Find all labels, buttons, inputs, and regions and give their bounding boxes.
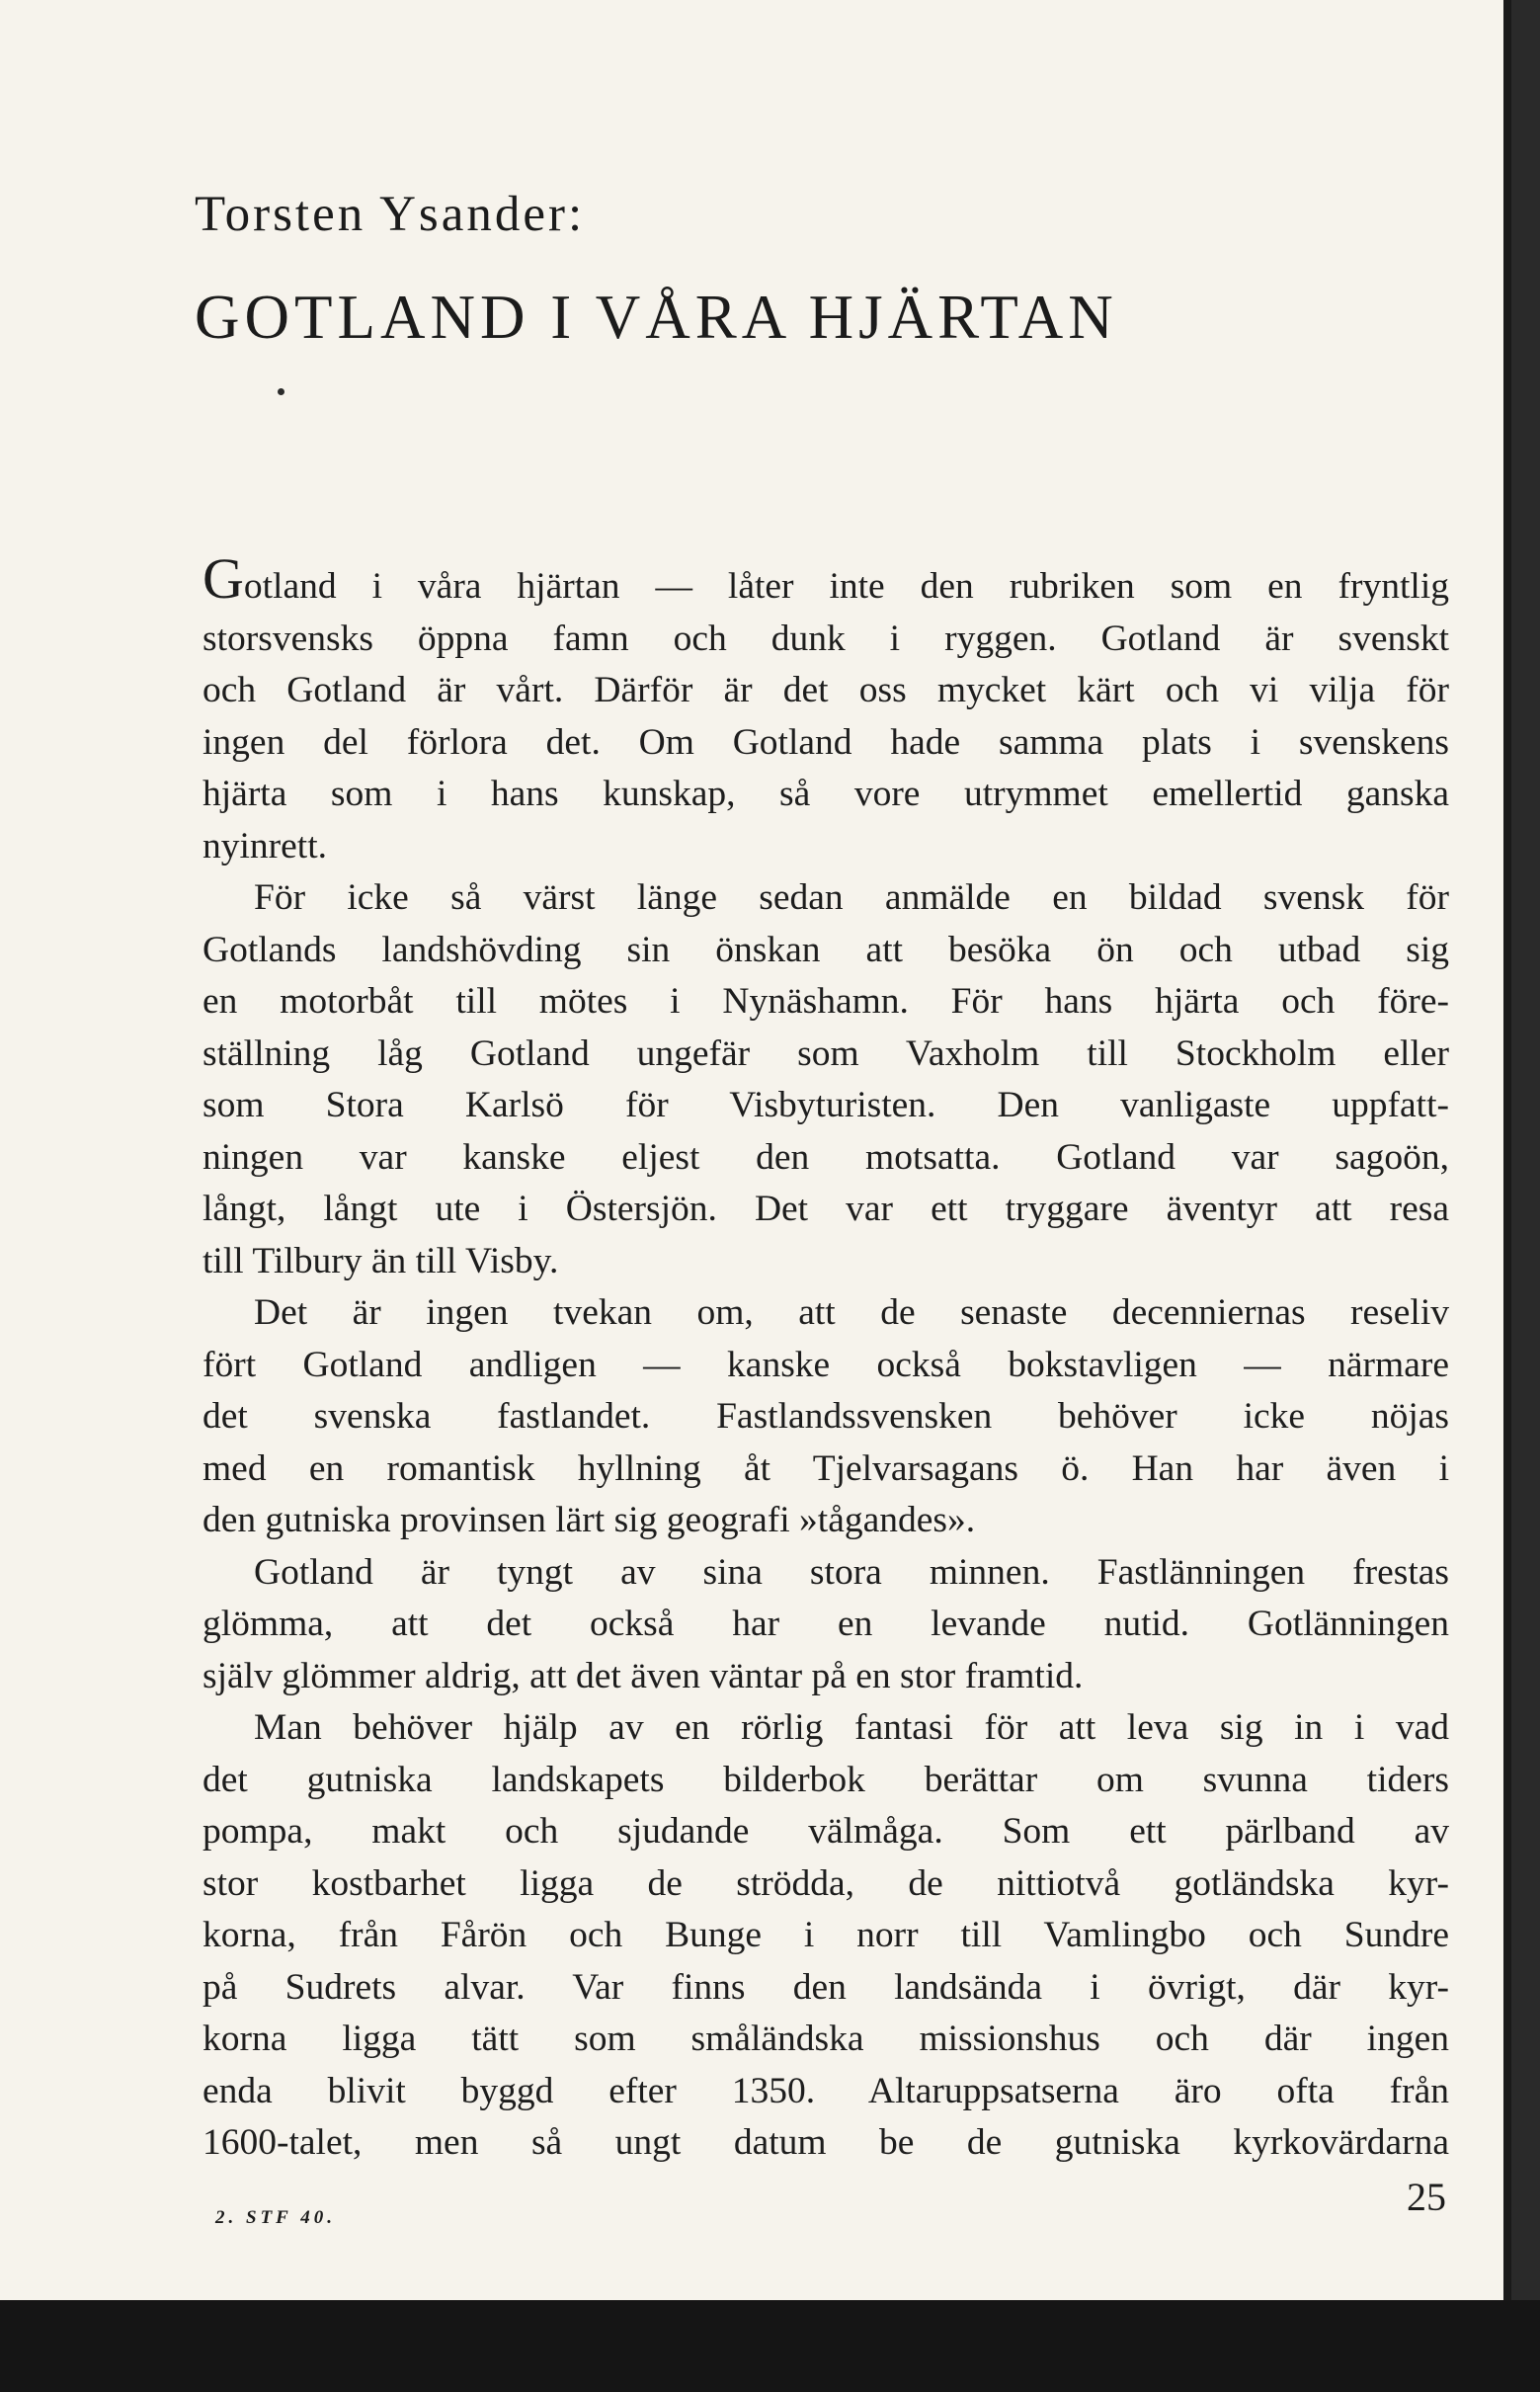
text-line: enda blivit byggd efter 1350. Altaruppsatserna äro ofta från <box>203 2070 1449 2111</box>
text-line: Man behöver hjälp av en rörlig fantasi för att leva sig in i vad <box>254 1707 1449 1748</box>
text-line: stor kostbarhet ligga de strödda, de nittiotvå gotländska kyr- <box>203 1862 1449 1904</box>
text-line: Det är ingen tvekan om, att de senaste decenniernas reseliv <box>254 1292 1449 1333</box>
text-line: hjärta som i hans kunskap, så vore utrymmet emellertid ganska <box>203 774 1449 814</box>
text-line: Gotland är tyngt av sina stora minnen. Fastlänningen frestas <box>254 1551 1449 1593</box>
text-line: själv glömmer aldrig, att det även väntar på en stor framtid. <box>203 1655 1084 1696</box>
text-line: korna, från Fårön och Bunge i norr till Vamlingbo och Sundre <box>203 1915 1449 1955</box>
text-line: på Sudrets alvar. Var finns den landsända i övrigt, där kyr- <box>203 1966 1449 2008</box>
text-line: en motorbåt till mötes i Nynäshamn. För hans hjärta och före- <box>203 981 1449 1022</box>
text-line: till Tilbury än till Visby. <box>203 1240 559 1281</box>
text-line: och Gotland är vårt. Därför är det oss mycket kärt och vi vilja för <box>203 670 1449 710</box>
text-line: Gotland i våra hjärtan — låter inte den rubriken som en fryntlig <box>203 546 1449 611</box>
text-line: korna ligga tätt som småländska missionshus och där ingen <box>203 2019 1449 2059</box>
text-line: 1600-talet, men så ungt datum be de gutniska kyrkovärdarna <box>203 2122 1449 2163</box>
text-line: som Stora Karlsö för Visbyturisten. Den vanligaste uppfatt- <box>203 1085 1449 1125</box>
text-line: ingen del förlora det. Om Gotland hade samma plats i svenskens <box>203 721 1449 763</box>
text-line: Gotlands landshövding sin önskan att besöka ön och utbad sig <box>203 929 1449 970</box>
text-line: det svenska fastlandet. Fastlandssvensken behöver icke nöjas <box>203 1396 1449 1437</box>
scan-border <box>0 2300 1540 2392</box>
author-line: Torsten Ysander: <box>195 187 586 242</box>
text-line: fört Gotland andligen — kanske också bokstavligen — närmare <box>203 1344 1449 1385</box>
text-line: nyinrett. <box>203 825 328 866</box>
ornament-dot <box>278 388 284 395</box>
text-line: ningen var kanske eljest den motsatta. Gotland var sagoön, <box>203 1136 1449 1178</box>
text-line: den gutniska provinsen lärt sig geografi »tågandes». <box>203 1500 976 1540</box>
text-line: glömma, att det också har en levande nutid. Gotlänningen <box>203 1604 1449 1644</box>
text-line: det gutniska landskapets bilderbok berättar om svunna tiders <box>203 1759 1449 1800</box>
text-line: storsvensks öppna famn och dunk i ryggen. Gotland är svenskt <box>203 618 1449 659</box>
text-line: pompa, makt och sjudande välmåga. Som ett pärlband av <box>203 1811 1449 1852</box>
text-line: långt, långt ute i Östersjön. Det var ett tryggare äventyr att resa <box>203 1189 1449 1229</box>
page-number: 25 <box>1407 2175 1446 2219</box>
article-title: GOTLAND I VÅRA HJÄRTAN <box>195 283 1118 352</box>
printer-signature: 2. STF 40. <box>215 2207 337 2228</box>
text-line: ställning låg Gotland ungefär som Vaxholm till Stockholm eller <box>203 1032 1449 1074</box>
text-line: För icke så värst länge sedan anmälde en bildad svensk för <box>254 877 1449 918</box>
article-body <box>203 546 1449 2170</box>
text-line: med en romantisk hyllning åt Tjelvarsagans ö. Han har även i <box>203 1447 1449 1489</box>
